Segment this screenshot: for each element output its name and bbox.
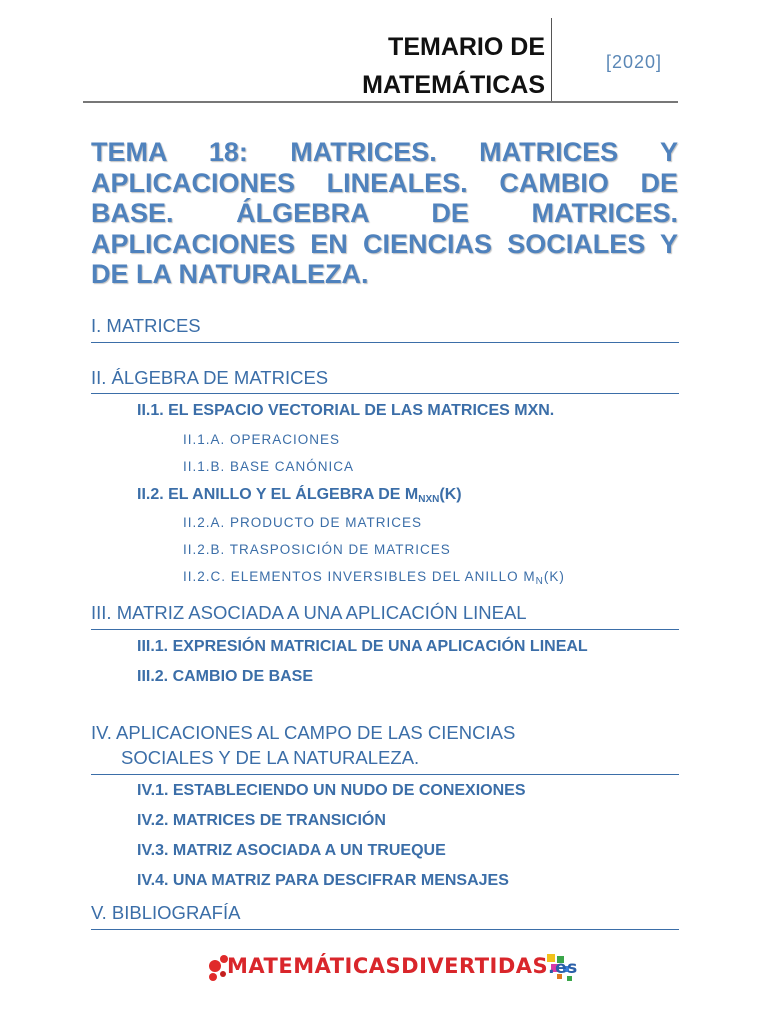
toc-item-2-2-suffix: (K) [439,486,462,503]
section-rule [91,393,679,394]
section-rule [91,629,679,630]
toc-item-2-2-c [183,569,565,587]
logo-text [227,954,578,978]
toc-item-4-2: IV.2. MATRICES DE TRANSICIÓN [137,812,386,829]
toc-item-3-2: III.2. CAMBIO DE BASE [137,668,314,685]
header-year: [2020] [606,52,663,72]
toc-item-2-2-a: II.2.A. PRODUCTO DE MATRICES [183,515,423,530]
toc-section-4 [91,720,679,770]
header-title-line2: MATEMÁTICAS [362,71,545,99]
toc-item-2-1: II.1. EL ESPACIO VECTORIAL DE LAS MATRICES MXN. [137,402,555,419]
header-rule [83,101,678,103]
toc-section-1 [91,315,679,337]
subscript: N [535,576,544,587]
tema-title: TEMA 18: MATRICES. MATRICES Y APLICACIONES LINEALES. CAMBIO DE BASE. ÁLGEBRA DE MATRICES. APLICACIONES EN CIENCIAS SOCIALES Y DE LA NATURALEZA. [91,137,678,289]
toc-item-2-1-a: II.1.A. OPERACIONES [183,432,341,447]
toc-section-4-label-line2: SOCIALES Y DE LA NATURALEZA. [121,747,420,768]
header-divider [551,18,552,102]
site-logo [205,950,577,988]
toc-section-4-label-line1: IV. APLICACIONES AL CAMPO DE LAS CIENCIAS [91,722,516,743]
toc-item-2-1-b: II.1.B. BASE CANÓNICA [183,459,355,474]
toc-section-3-label: III. MATRIZ ASOCIADA A UNA APLICACIÓN LINEAL [91,602,527,623]
toc-section-2 [91,367,679,389]
toc-section-5-label: V. BIBLIOGRAFÍA [91,902,241,923]
toc-section-2-label: II. ÁLGEBRA DE MATRICES [91,367,329,388]
logo-text-suffix: .es [548,958,578,978]
toc-item-2-2-b: II.2.B. TRASPOSICIÓN DE MATRICES [183,542,451,557]
logo-text-main: MATEMÁTICASDIVERTIDAS [227,954,549,978]
subscript: NXN [418,494,440,505]
section-rule [91,929,679,930]
toc-item-2-2 [137,486,462,505]
section-rule [91,774,679,775]
header-title-line1: TEMARIO DE [388,33,545,61]
toc-item-3-1: III.1. EXPRESIÓN MATRICIAL DE UNA APLICACIÓN LINEAL [137,638,588,655]
toc-item-4-3: IV.3. MATRIZ ASOCIADA A UN TRUEQUE [137,842,446,859]
toc-item-2-2-c-text: II.2.C. ELEMENTOS INVERSIBLES DEL ANILLO M [183,569,536,584]
toc-item-4-4: IV.4. UNA MATRIZ PARA DESCIFRAR MENSAJES [137,872,509,889]
toc-section-5 [91,902,679,924]
toc-item-2-2-text: II.2. EL ANILLO Y EL ÁLGEBRA DE M [137,486,419,503]
document-header-title [300,28,545,104]
section-rule [91,342,679,343]
toc-item-2-2-c-suffix: (K) [543,569,565,584]
toc-item-4-1: IV.1. ESTABLECIENDO UN NUDO DE CONEXIONES [137,782,526,799]
toc-section-3 [91,602,679,624]
toc-section-1-label: I. MATRICES [91,315,201,336]
